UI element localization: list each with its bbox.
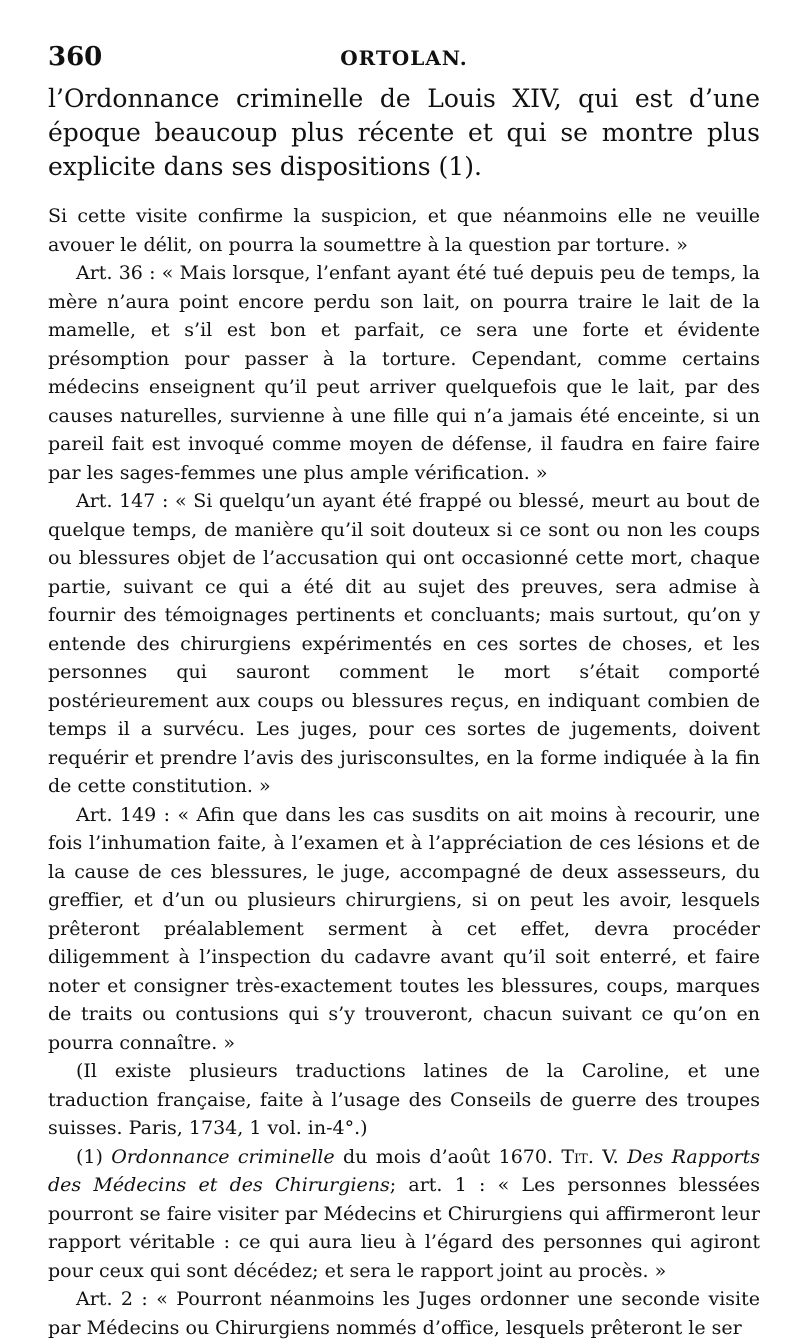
page-number: 360 [48, 42, 102, 72]
translation-note: (Il existe plusieurs traductions latines de la Caroline, et une traduction française, faite à l’usage des Conseils de guerre des troupes suisses. Paris, 1734, 1 vol. in-4°.) [48, 1057, 760, 1143]
running-title: ORTOLAN. [48, 46, 760, 70]
footnote-marker: (1) [76, 1146, 103, 1168]
footnote-article-2: Art. 2 : « Pourront néanmoins les Juges ordonner une seconde visite par Médecins ou Chirurgiens nommés d’office, lesquels prêteront le ser [48, 1285, 760, 1342]
footnote-text-c: ; art. 1 : « Les personnes blessées pourront se faire visiter par Médecins et Chirurgiens qui affirmeront leur rapport véritable : ce qui aura lieu à l’égard des personnes qui agiront pour ceux qui sont décédez; et sera le rapport joint au procès. » [48, 1174, 760, 1282]
article-147: Art. 147 : « Si quelqu’un ayant été frappé ou blessé, meurt au bout de quelque temps, de manière qu’il soit douteux si ce sont ou non les coups ou blessures objet de l’accusation qui ont occasionné cette mort, chaque partie, suivant ce qui a été dit au sujet des preuves, sera admise à fournir des témoignages pertinents et concluants; mais surtout, qu’on y entende des chirurgiens expérimentés en ces sortes de choses, et les personnes qui sauront comment le mort s’était comporté postérieurement aux coups ou blessures reçus, en indiquant combien de temps il a survécu. Les juges, pour ces sortes de jugements, doivent requérir et prendre l’avis des jurisconsultes, en la forme indiquée à la fin de cette constitution. » [48, 487, 760, 801]
quoted-articles [48, 202, 760, 1143]
footnote-text-b: V. [594, 1146, 627, 1168]
footnote-1 [48, 1143, 760, 1286]
footnotes [48, 1143, 760, 1342]
article-149: Art. 149 : « Afin que dans les cas susdits on ait moins à recourir, une fois l’inhumation faite, à l’examen et à l’appréciation de ces lésions et de la cause de ces blessures, le juge, accompagné de deux assesseurs, du greffier, et d’un ou plusieurs chirurgiens, si on peut les avoir, lesquels prêteront préalablement serment à cet effet, devra procéder diligemment à l’inspection du cadavre avant qu’il soit enterré, et faire noter et consigner très-exactement toutes les blessures, coups, marques de traits ou contusions qui s’y trouveront, chacun suivant ce qu’on en pourra connaître. » [48, 801, 760, 1058]
article-36: Art. 36 : « Mais lorsque, l’enfant ayant été tué depuis peu de temps, la mère n’aura point encore perdu son lait, on pourra traire le lait de la mamelle, et s’il est bon et parfait, ce sera une forte et évidente présomption pour passer à la torture. Cependant, comme certains médecins enseignent qu’il peut arriver quelquefois que le lait, par des causes naturelles, survienne à une fille qui n’a jamais été enceinte, si un pareil fait est invoqué comme moyen de défense, il faudra en faire faire par les sages-femmes une plus ample vérification. » [48, 259, 760, 487]
footnote-text-a: du mois d’août 1670. [335, 1146, 562, 1168]
lead-paragraph: l’Ordonnance criminelle de Louis XIV, qui est d’une époque beaucoup plus récente et qui se montre plus explicite dans ses dispositions (1). [48, 82, 760, 184]
quote-paragraph: Si cette visite confirme la suspicion, et que néanmoins elle ne veuille avouer le délit, on pourra la soumettre à la question par torture. » [48, 202, 760, 259]
footnote-section: Des Rapports des Médecins et des Chirurgiens [48, 1146, 760, 1197]
running-head [48, 38, 760, 78]
footnote-tit: Tit. [561, 1146, 594, 1168]
footnote-title: Ordonnance criminelle [111, 1146, 334, 1168]
